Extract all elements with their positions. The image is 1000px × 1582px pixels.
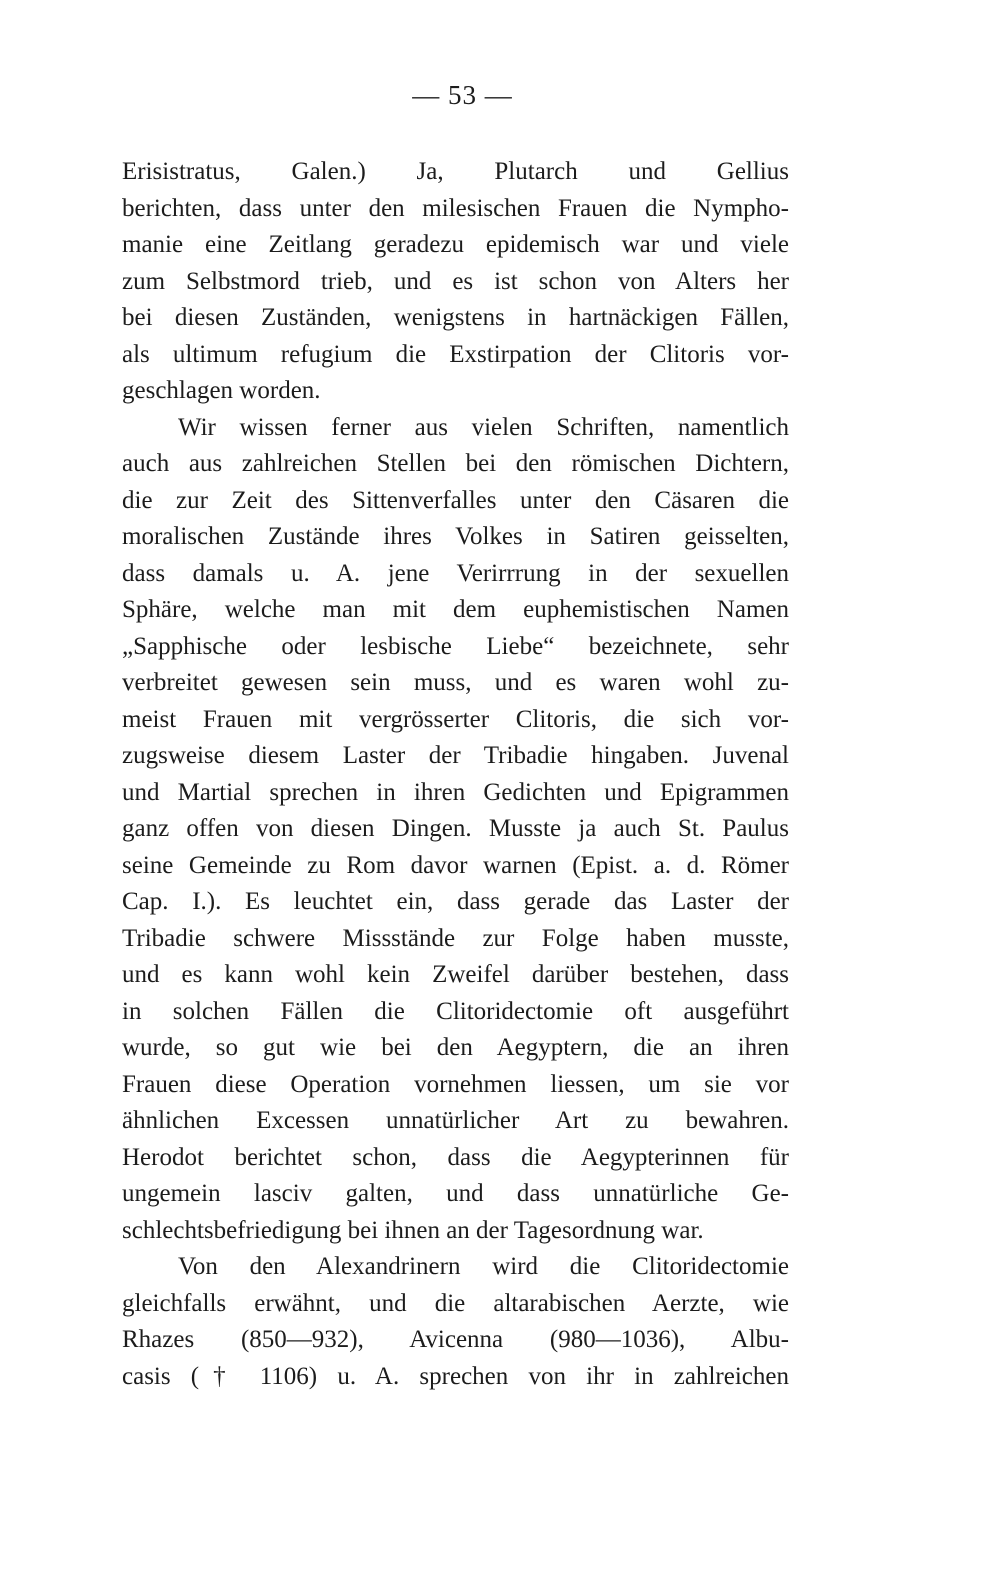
text-line: und Martial sprechen in ihren Gedichten und Epigrammen	[122, 778, 789, 806]
text-line: ungemein lasciv galten, und dass unnatürliche Ge-	[122, 1180, 789, 1207]
text-line: Sphäre, welche man mit dem euphemistischen Namen	[122, 596, 789, 623]
page-number: — 53 —	[412, 80, 513, 110]
text-line: verbreitet gewesen sein muss, und es waren wohl zu-	[122, 669, 789, 696]
text-line: dass damals u. A. jene Verirrrung in der sexuellen	[122, 559, 789, 587]
text-line: die zur Zeit des Sittenverfalles unter den Cäsaren die	[122, 486, 789, 514]
text-line: berichten, dass unter den milesischen Frauen die Nympho-	[122, 194, 789, 222]
paragraph-start-line: Wir wissen ferner aus vielen Schriften, namentlich	[178, 413, 789, 441]
text-line: Erisistratus, Galen.) Ja, Plutarch und Gellius	[122, 158, 789, 185]
text-line: casis († 1106) u. A. sprechen von ihr in zahlreichen	[122, 1362, 789, 1390]
text-line: moralischen Zustände ihres Volkes in Satiren geisselten,	[122, 523, 789, 550]
text-line: seine Gemeinde zu Rom davor warnen (Epist. a. d. Römer	[122, 851, 789, 879]
text-line: Frauen diese Operation vornehmen liessen, um sie vor	[122, 1070, 789, 1098]
text-line: Tribadie schwere Missstände zur Folge haben musste,	[122, 924, 789, 952]
text-line: zugsweise diesem Laster der Tribadie hingaben. Juvenal	[122, 742, 789, 769]
text-line: „Sapphische oder lesbische Liebe“ bezeichnete, sehr	[122, 632, 789, 660]
text-line: ganz offen von diesen Dingen. Musste ja auch St. Paulus	[122, 815, 789, 842]
text-line: zum Selbstmord trieb, und es ist schon von Alters her	[122, 267, 789, 295]
text-line: Cap. I.). Es leuchtet ein, dass gerade das Laster der	[122, 888, 789, 915]
text-line: in solchen Fällen die Clitoridectomie oft ausgeführt	[122, 997, 789, 1025]
text-line: wurde, so gut wie bei den Aegyptern, die an ihren	[122, 1034, 789, 1061]
text-line: schlechtsbefriedigung bei ihnen an der Tagesordnung war.	[122, 1216, 704, 1244]
text-line: meist Frauen mit vergrösserter Clitoris, die sich vor-	[122, 705, 789, 733]
text-line: manie eine Zeitlang geradezu epidemisch war und viele	[122, 231, 789, 258]
text-line: bei diesen Zuständen, wenigstens in hartnäckigen Fällen,	[122, 304, 789, 331]
text-line: auch aus zahlreichen Stellen bei den römischen Dichtern,	[122, 450, 789, 477]
text-line: geschlagen worden.	[122, 377, 321, 404]
text-line: gleichfalls erwähnt, und die altarabischen Aerzte, wie	[122, 1289, 789, 1317]
text-line: Rhazes (850—932), Avicenna (980—1036), Albu-	[122, 1326, 789, 1353]
text-line: Herodot berichtet schon, dass die Aegypterinnen für	[122, 1143, 789, 1171]
text-line: ähnlichen Excessen unnatürlicher Art zu bewahren.	[122, 1107, 789, 1134]
text-line: und es kann wohl kein Zweifel darüber bestehen, dass	[122, 961, 789, 988]
paragraph-start-line: Von den Alexandrinern wird die Clitoridectomie	[178, 1253, 789, 1280]
body-text	[122, 154, 789, 1395]
text-line: als ultimum refugium die Exstirpation der Clitoris vor-	[122, 340, 789, 368]
